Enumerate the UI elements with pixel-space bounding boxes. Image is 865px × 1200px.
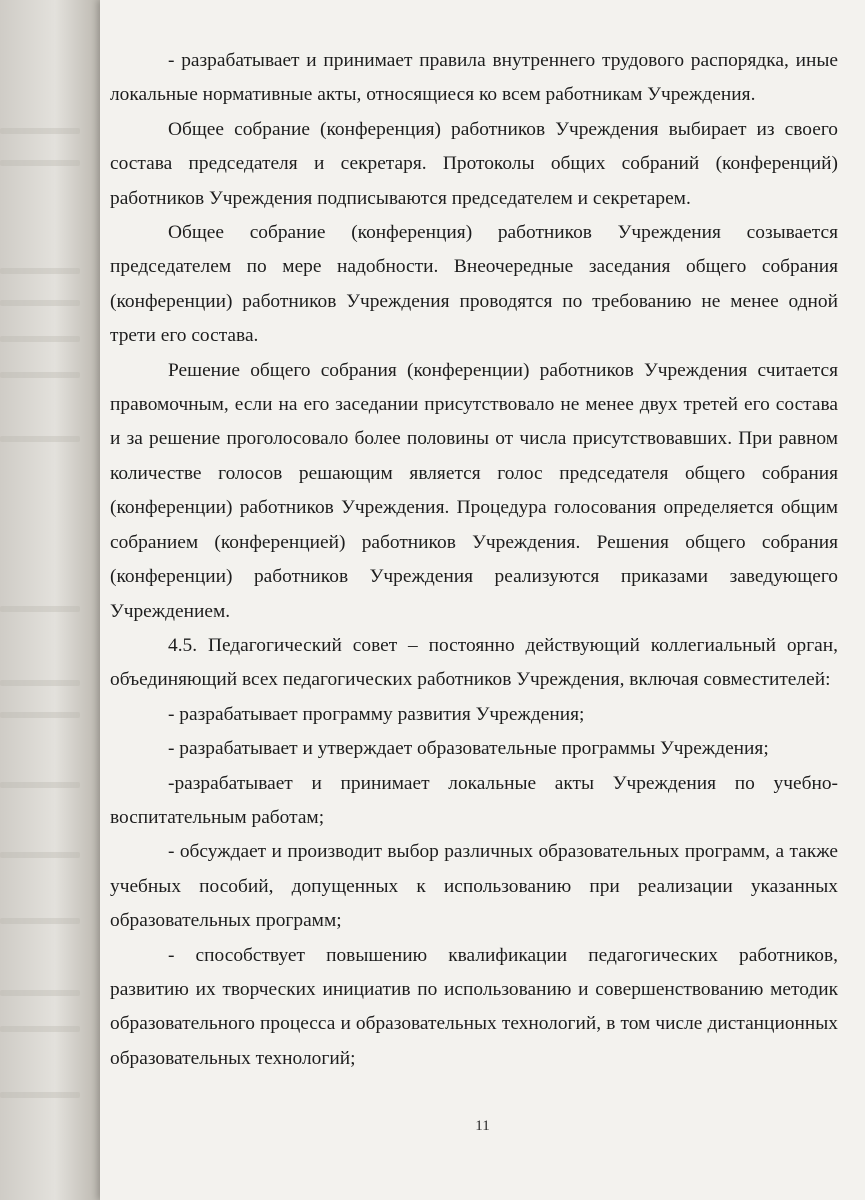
paragraph: Решение общего собрания (конференции) работников Учреждения считается правомочным, если на его заседании присутствовало не менее двух третей его состава и за решение проголосовало более половины от числа присутствовавших. При равном количестве голосов решающим является голос председателя общего собрания (конференции) работников Учреждения. Процедура голосования определяется общим собранием (конференцией) работников Учреждения. Решения общего собрания (конференции) работников Учреждения реализуются приказами заведующего Учреждением. bbox=[110, 359, 838, 622]
bleed-through-line bbox=[0, 372, 80, 378]
bleed-through-line bbox=[0, 918, 80, 924]
bleed-through-line bbox=[0, 606, 80, 612]
paragraph: Общее собрание (конференция) работников Учреждения выбирает из своего состава председателя и секретаря. Протоколы общих собраний (конференций) работников Учреждения подписываются председателем и секретарем. bbox=[110, 118, 838, 209]
document-page bbox=[100, 0, 865, 1200]
bleed-through-line bbox=[0, 160, 80, 166]
list-item: - разрабатывает и утверждает образовательные программы Учреждения; bbox=[168, 738, 769, 760]
bleed-through-line bbox=[0, 268, 80, 274]
bleed-through-line bbox=[0, 782, 80, 788]
bleed-through-line bbox=[0, 336, 80, 342]
list-item: -разрабатывает и принимает локальные акты Учреждения по учебно-воспитательным работам; bbox=[110, 772, 838, 828]
bleed-through-line bbox=[0, 712, 80, 718]
document-body bbox=[110, 44, 838, 1076]
paragraph: - разрабатывает и принимает правила внутреннего трудового распорядка, иные локальные нормативные акты, относящиеся ко всем работникам Учреждения. bbox=[110, 50, 838, 106]
bleed-through-line bbox=[0, 1026, 80, 1032]
paragraph: 4.5. Педагогический совет – постоянно действующий коллегиальный орган, объединяющий всех педагогических работников Учреждения, включая совместителей: bbox=[110, 634, 838, 691]
bleed-through-line bbox=[0, 1092, 80, 1098]
list-item: - обсуждает и производит выбор различных образовательных программ, а также учебных пособий, допущенных к использованию при реализации указанных образовательных программ; bbox=[110, 841, 838, 932]
page-number: 11 bbox=[475, 1118, 490, 1134]
paragraph: Общее собрание (конференция) работников Учреждения созывается председателем по мере надобности. Внеочередные заседания общего собрания (конференции) работников Учреждения проводятся по требованию не менее одной трети его состава. bbox=[110, 222, 838, 347]
bleed-through-line bbox=[0, 128, 80, 134]
bleed-through-line bbox=[0, 852, 80, 858]
list-item: - способствует повышению квалификации педагогических работников, развитию их творческих инициатив по использованию и совершенствованию методик образовательного процесса и образовательных технологий, в том числе дистанционных образовательных технологий; bbox=[110, 944, 838, 1069]
previous-page-edge bbox=[0, 0, 100, 1200]
list-item: - разрабатывает программу развития Учреждения; bbox=[168, 703, 585, 725]
bleed-through-line bbox=[0, 680, 80, 686]
bleed-through-line bbox=[0, 436, 80, 442]
bleed-through-line bbox=[0, 990, 80, 996]
bleed-through-line bbox=[0, 300, 80, 306]
